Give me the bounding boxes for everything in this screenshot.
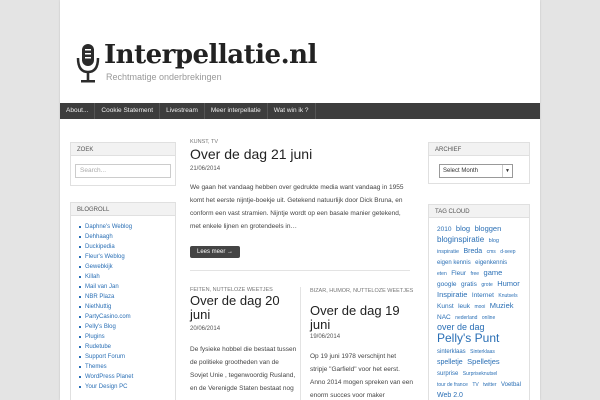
search-input[interactable]: Search...	[75, 164, 171, 178]
tag-link[interactable]: Surpriseknutsel	[462, 371, 498, 377]
tag-link[interactable]: Humor	[497, 279, 520, 288]
tag-link[interactable]: Web 2.0	[437, 392, 463, 399]
blogroll-link[interactable]: WordPress Planet	[85, 372, 167, 382]
tag-link[interactable]: grote	[481, 282, 493, 288]
nav-item-livestream[interactable]: Livestream	[160, 103, 205, 119]
page	[60, 0, 540, 400]
nav-item-meer-interpellatie[interactable]: Meer interpellatie	[205, 103, 268, 119]
post-excerpt: We gaan het vandaag hebben over gedrukte media want vandaag in 1955 komt het eerste nijntje-boekje uit. Getekend natuurlijk door Dick Bruna, en conform een vast stramien. Nijntje wordt op een basale manier getekend, met enkele lijnen en grotendeels in…	[190, 184, 404, 230]
blogroll-widget	[70, 202, 176, 400]
post-date: 21/06/2014	[190, 166, 221, 172]
post-title[interactable]: Over de dag 21 juni	[190, 146, 313, 162]
read-more-button[interactable]: Lees meer →	[190, 246, 240, 258]
tag-link[interactable]: Pelly's Punt	[437, 331, 500, 345]
tag-link[interactable]: 2010	[437, 226, 452, 233]
widget-title: BLOGROLL	[71, 203, 175, 216]
nav-item-wat-win-ik[interactable]: Wat win ik ?	[268, 103, 316, 119]
microphone-logo-icon[interactable]	[74, 42, 102, 86]
tag-link[interactable]: gratis	[460, 281, 477, 288]
chevron-down-icon: ▼	[502, 165, 512, 177]
search-widget	[70, 142, 176, 186]
tagcloud-widget	[428, 204, 530, 400]
tag-link[interactable]: Voetbal	[500, 382, 521, 388]
blogroll-link[interactable]: Fleur's Weblog	[85, 252, 167, 262]
post-excerpt: Op 19 juni 1978 verschijnt het stripje "Garfield" voor het eerst. Anno 2014 mogen spreken van een enorm succes voor maker	[310, 353, 413, 399]
post-date: 20/06/2014	[190, 326, 221, 332]
tag-link[interactable]: mooi	[474, 304, 486, 310]
post-excerpt: De fysieke hobbel die bestaat tussen de politieke grootheden van de Sovjet Unie , tegenwoordig Rusland, en de Verenigde Staten bestaat nog	[190, 346, 297, 392]
tag-link[interactable]: TV	[472, 382, 479, 388]
post-divider	[190, 270, 410, 271]
tag-link[interactable]: game	[483, 268, 503, 277]
tag-link[interactable]: Sinterklaas	[470, 349, 495, 355]
tag-link[interactable]: online	[481, 315, 496, 321]
blogroll-link[interactable]: Mail van Jan	[85, 282, 167, 292]
blogroll-link[interactable]: Duckipedia	[85, 242, 167, 252]
tag-link[interactable]: over de dag	[437, 322, 485, 332]
post-title[interactable]: Over de dag 20 juni	[190, 293, 280, 322]
blogroll-link[interactable]: NietNuttig	[85, 302, 167, 312]
tag-link[interactable]: google	[437, 281, 457, 288]
tag-link[interactable]: d-seep	[500, 249, 516, 255]
archive-month-select[interactable]	[439, 164, 513, 178]
tag-link[interactable]: blog	[455, 224, 471, 233]
tag-link[interactable]: eigenkennis	[475, 260, 508, 266]
widget-title: ZOEK	[71, 143, 175, 156]
tag-link[interactable]: Breda	[463, 248, 483, 255]
widget-title: ARCHIEF	[429, 143, 529, 156]
blogroll-link[interactable]: Dehhaagh	[85, 232, 167, 242]
tag-link[interactable]: twitter	[483, 382, 497, 388]
column-divider	[300, 287, 301, 400]
blogroll-link[interactable]: Rudetube	[85, 342, 167, 352]
blogroll-link[interactable]: PartyCasino.com	[85, 312, 167, 322]
blogroll-link[interactable]: Support Forum	[85, 352, 167, 362]
blogroll-link[interactable]: Your Design PC	[85, 382, 167, 392]
blogroll-link[interactable]: Plugins	[85, 332, 167, 342]
tag-link[interactable]: spelletje	[437, 359, 463, 366]
tag-link[interactable]: Internet	[471, 292, 494, 299]
tag-link[interactable]: nederland	[455, 315, 478, 321]
tag-link[interactable]: blog	[488, 238, 499, 244]
tag-link[interactable]: free	[470, 271, 480, 277]
blogroll-list	[71, 216, 175, 392]
post-categories: BIZAR, HUMOR, NUTTELOZE WEETJES	[310, 288, 414, 294]
widget-title: TAG CLOUD	[429, 205, 529, 218]
nav-item-cookie-statement[interactable]: Cookie Statement	[95, 103, 160, 119]
post-categories: KUNST, TV	[190, 139, 219, 145]
tag-link[interactable]: surprise	[437, 371, 459, 377]
main-nav	[60, 103, 540, 119]
tag-link[interactable]: Knutsels	[498, 293, 518, 299]
tag-link[interactable]: Fleur	[451, 270, 466, 277]
blogroll-link[interactable]: Daphne's Weblog	[85, 222, 167, 232]
blogroll-link[interactable]: Pelly's Blog	[85, 322, 167, 332]
tag-link[interactable]: Inspiratie	[437, 290, 468, 299]
tag-link[interactable]: Spelletjes	[467, 357, 500, 366]
site-tagline: Rechtmatige onderbrekingen	[106, 72, 222, 82]
blogroll-link[interactable]: Gewebkijk	[85, 262, 167, 272]
post-title[interactable]: Over de dag 19 juni	[310, 303, 400, 332]
tag-link[interactable]: inspiratie	[437, 249, 460, 255]
tag-link[interactable]: Kunst	[437, 303, 454, 310]
blogroll-link[interactable]: NBR Plaza	[85, 292, 167, 302]
tag-link[interactable]: eigen kennis	[437, 260, 471, 266]
tag-link[interactable]: sinterklaas	[437, 349, 466, 355]
nav-item-about[interactable]: About...	[60, 103, 95, 119]
tag-link[interactable]: NAC	[437, 314, 451, 321]
archive-widget	[428, 142, 530, 184]
archive-selected-value: Select Month	[443, 168, 479, 174]
post-categories: FEITEN, NUTTELOZE WEETJES	[190, 287, 273, 293]
tag-cloud	[429, 218, 529, 400]
site-title[interactable]: Interpellatie.nl	[104, 40, 317, 70]
blogroll-link[interactable]: Themes	[85, 362, 167, 372]
tag-link[interactable]: Muziek	[489, 301, 514, 310]
tag-link[interactable]: eten	[437, 271, 447, 277]
site-header	[60, 0, 540, 103]
tag-link[interactable]: cms	[486, 249, 496, 255]
post-date: 19/06/2014	[310, 334, 341, 340]
tag-link[interactable]: bloggen	[474, 224, 502, 233]
tag-link[interactable]: bloginspiratie	[437, 235, 485, 244]
tag-link[interactable]: leuk	[458, 303, 471, 310]
tag-link[interactable]: tour de france	[437, 382, 468, 388]
blogroll-link[interactable]: Killah	[85, 272, 167, 282]
